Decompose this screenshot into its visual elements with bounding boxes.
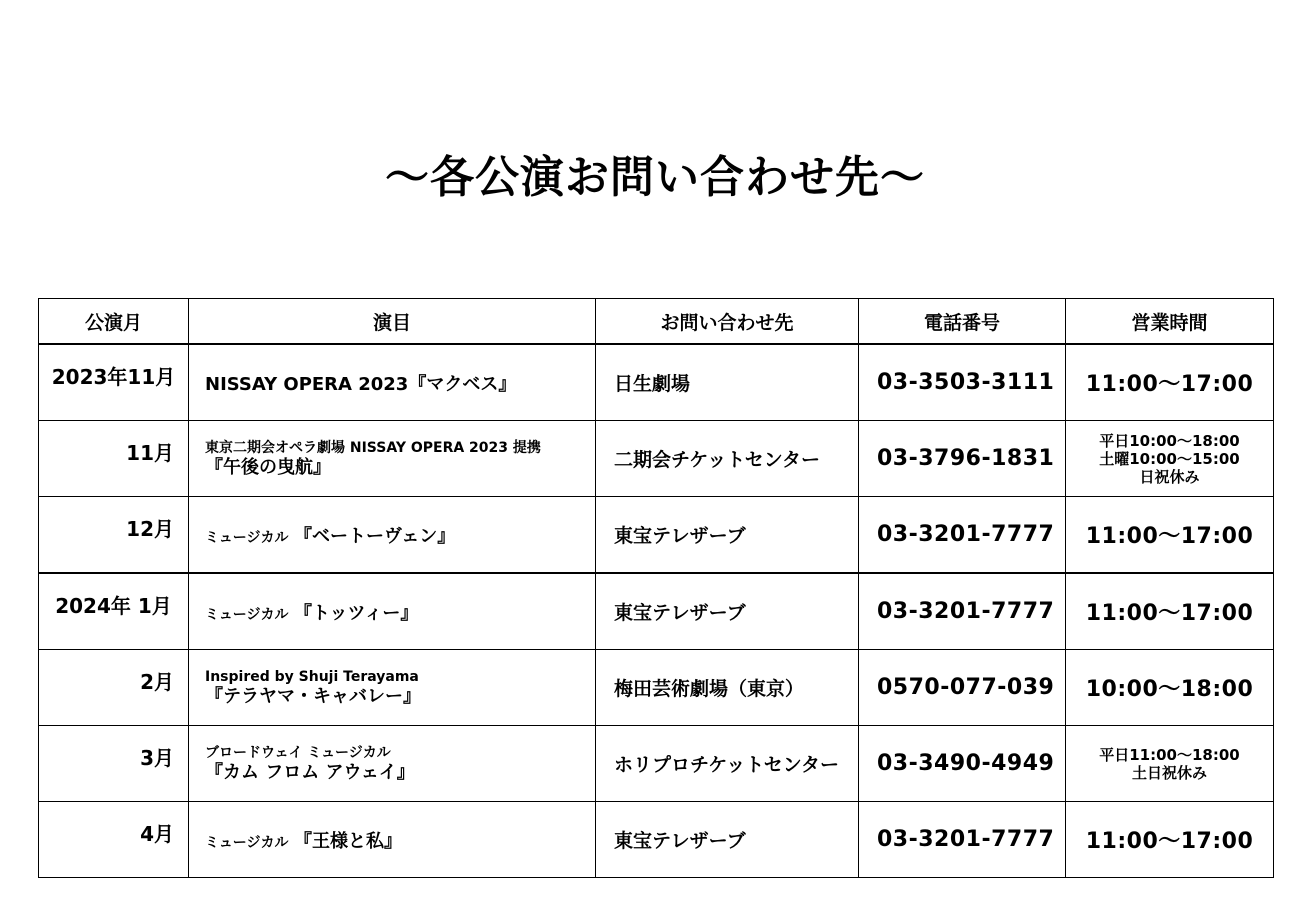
hours-line: 平日11:00～18:00 (1099, 745, 1240, 764)
table-row (39, 344, 1274, 421)
program-title: 『ベートーヴェン』 (294, 525, 456, 547)
table-row (39, 497, 1274, 574)
program-cell (189, 421, 596, 497)
phone-cell: 0570-077-039 (859, 650, 1066, 726)
header-contact: お問い合わせ先 (596, 299, 859, 345)
hours-text: 10:00～18:00 (1085, 677, 1254, 702)
month-cell: 2024年 1月 (39, 573, 189, 650)
program-subtitle: Inspired by Shuji Terayama (205, 668, 419, 685)
program-subtitle: 東京二期会オペラ劇場 NISSAY OPERA 2023 提携 (205, 439, 541, 456)
program-subtitle: ブロードウェイ ミュージカル (205, 744, 391, 761)
month-cell: 11月 (39, 421, 189, 497)
contact-table (38, 298, 1274, 878)
table-row (39, 726, 1274, 802)
header-month: 公演月 (39, 299, 189, 345)
program-title: 『トッツィー』 (294, 602, 419, 624)
hours-text: 11:00～17:00 (1085, 601, 1254, 626)
table-row (39, 573, 1274, 650)
phone-cell: 03-3796-1831 (859, 421, 1066, 497)
phone-cell: 03-3201-7777 (859, 497, 1066, 574)
phone-cell: 03-3490-4949 (859, 726, 1066, 802)
hours-cell (1066, 802, 1274, 878)
hours-text: 11:00～17:00 (1085, 829, 1254, 854)
hours-line: 日祝休み (1139, 467, 1200, 486)
month-cell: 2023年11月 (39, 344, 189, 421)
hours-cell (1066, 726, 1274, 802)
page-title: ～各公演お問い合わせ先～ (385, 152, 925, 203)
program-title: NISSAY OPERA 2023『マクベス』 (205, 373, 517, 395)
table-row (39, 802, 1274, 878)
header-phone: 電話番号 (859, 299, 1066, 345)
contact-cell: 東宝テレザーブ (596, 802, 859, 878)
program-subtitle: ミュージカル (205, 606, 289, 623)
hours-cell (1066, 344, 1274, 421)
hours-text: 11:00～17:00 (1085, 524, 1254, 549)
program-subtitle: ミュージカル (205, 834, 289, 851)
contact-cell: ホリプロチケットセンター (596, 726, 859, 802)
program-title: 『午後の曳航』 (205, 456, 331, 478)
contact-cell: 梅田芸術劇場（東京） (596, 650, 859, 726)
table-row (39, 421, 1274, 497)
contact-cell: 東宝テレザーブ (596, 497, 859, 574)
contact-cell: 東宝テレザーブ (596, 573, 859, 650)
program-cell (189, 726, 596, 802)
hours-line: 平日10:00～18:00 (1099, 431, 1240, 450)
month-cell: 3月 (39, 726, 189, 802)
program-cell (189, 802, 596, 878)
table-row (39, 650, 1274, 726)
month-cell: 4月 (39, 802, 189, 878)
program-subtitle: ミュージカル (205, 529, 289, 546)
phone-cell: 03-3201-7777 (859, 802, 1066, 878)
month-cell: 2月 (39, 650, 189, 726)
program-cell (189, 650, 596, 726)
contact-cell: 二期会チケットセンター (596, 421, 859, 497)
program-title: 『カム フロム アウェイ』 (205, 761, 415, 783)
program-title: 『王様と私』 (294, 830, 403, 852)
hours-cell (1066, 650, 1274, 726)
program-cell (189, 344, 596, 421)
month-cell: 12月 (39, 497, 189, 574)
header-program: 演目 (189, 299, 596, 345)
contact-cell: 日生劇場 (596, 344, 859, 421)
program-title: 『テラヤマ・キャバレー』 (205, 685, 421, 707)
hours-text: 11:00～17:00 (1085, 372, 1254, 397)
hours-cell (1066, 573, 1274, 650)
hours-cell (1066, 497, 1274, 574)
phone-cell: 03-3201-7777 (859, 573, 1066, 650)
hours-cell (1066, 421, 1274, 497)
program-cell (189, 573, 596, 650)
phone-cell: 03-3503-3111 (859, 344, 1066, 421)
table-header-row (39, 299, 1274, 345)
hours-line: 土日祝休み (1131, 763, 1207, 782)
program-cell (189, 497, 596, 574)
hours-line: 土曜10:00～15:00 (1099, 449, 1240, 468)
header-hours: 営業時間 (1066, 299, 1274, 345)
